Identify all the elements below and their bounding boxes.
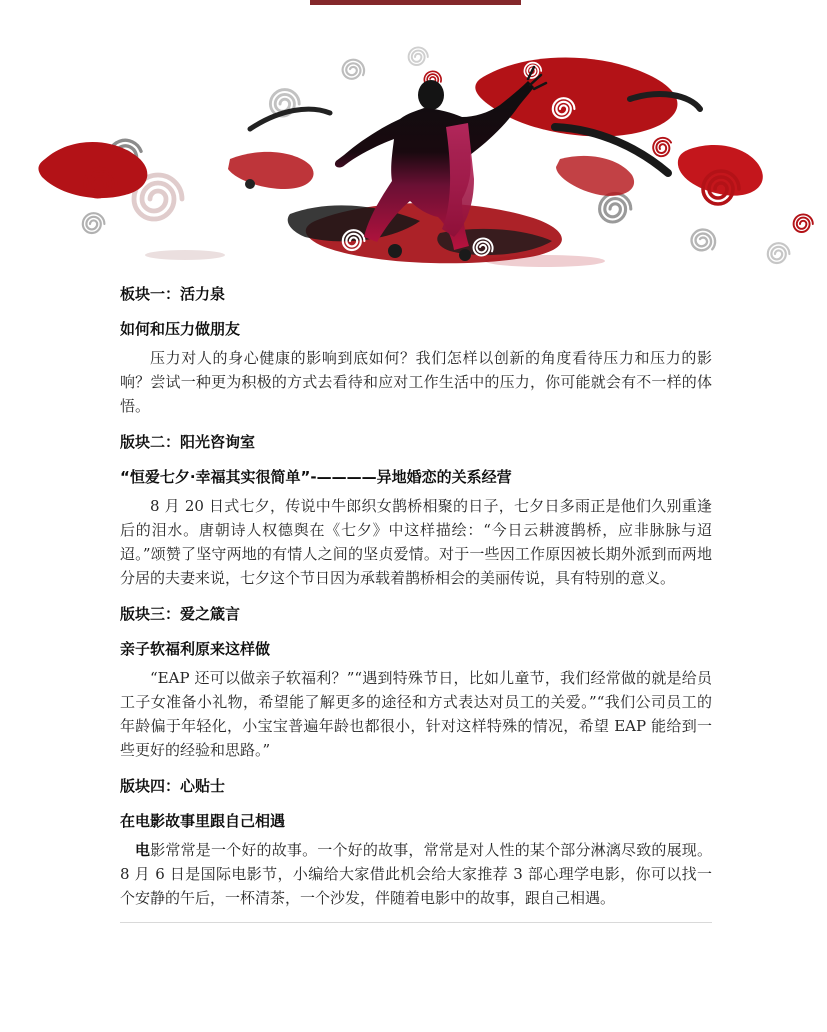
hero-illustration — [0, 8, 827, 270]
section-2-title: 版块二：阳光咨询室 — [120, 433, 256, 451]
section-2-subtitle: “恒爱七夕·幸福其实很简单”-————异地婚恋的关系经营 — [120, 468, 512, 486]
section-4-paragraph: 电影常常是一个好的故事。一个好的故事，常常是对人性的某个部分淋漓尽致的展现。8 月 6 日是国际电影节，小编给大家借此机会给大家推荐 3 部心理学电影，你可以找一个安静的午后，一杯清茶，一个沙发，伴随着电影中的故事，跟自己相遇。 — [120, 841, 712, 907]
paragraph-lead-char: 电 — [135, 841, 151, 859]
ink-swirl-dancer-illustration — [0, 8, 827, 270]
section-3-subtitle: 亲子软福利原来这样做 — [120, 640, 271, 658]
section-1-subtitle: 如何和压力做朋友 — [120, 320, 241, 338]
section-4-title: 版块四：心贴士 — [120, 777, 226, 795]
section-2-paragraph: 8 月 20 日式七夕，传说中牛郎织女鹊桥相聚的日子，七夕日多雨正是他们久别重逢后的泪水。唐朝诗人权德舆在《七夕》中这样描绘：“今日云耕渡鹊桥，应非脉脉与迢迢。”颂赞了坚守两地的有情人之间的坚贞爱情。对于一些因工作原因被长期外派到而两地分居的夫妻来说，七夕这个节日因为承载着鹊桥相会的美丽传说，具有特别的意义。 — [120, 497, 712, 587]
section-3-title: 版块三：爱之箴言 — [120, 605, 241, 623]
document-body — [120, 278, 712, 923]
bottom-divider — [120, 922, 712, 923]
cropped-header-red-bar — [310, 0, 521, 5]
section-1-paragraph: 压力对人的身心健康的影响到底如何？我们怎样以创新的角度看待压力和压力的影响？尝试一种更为积极的方式去看待和应对工作生活中的压力，你可能就会有不一样的体悟。 — [120, 349, 712, 415]
section-3-paragraph: “EAP 还可以做亲子软福利？”“遇到特殊节日，比如儿童节，我们经常做的就是给员工子女准备小礼物，希望能了解更多的途径和方式表达对员工的关爱。”“我们公司员工的年龄偏于年轻化，小宝宝普遍年龄也都很小，针对这样特殊的情况，希望 EAP 能给到一些更好的经验和思路。” — [120, 669, 712, 759]
section-4-subtitle: 在电影故事里跟自己相遇 — [120, 812, 286, 830]
section-1-title: 板块一：活力泉 — [120, 285, 226, 303]
